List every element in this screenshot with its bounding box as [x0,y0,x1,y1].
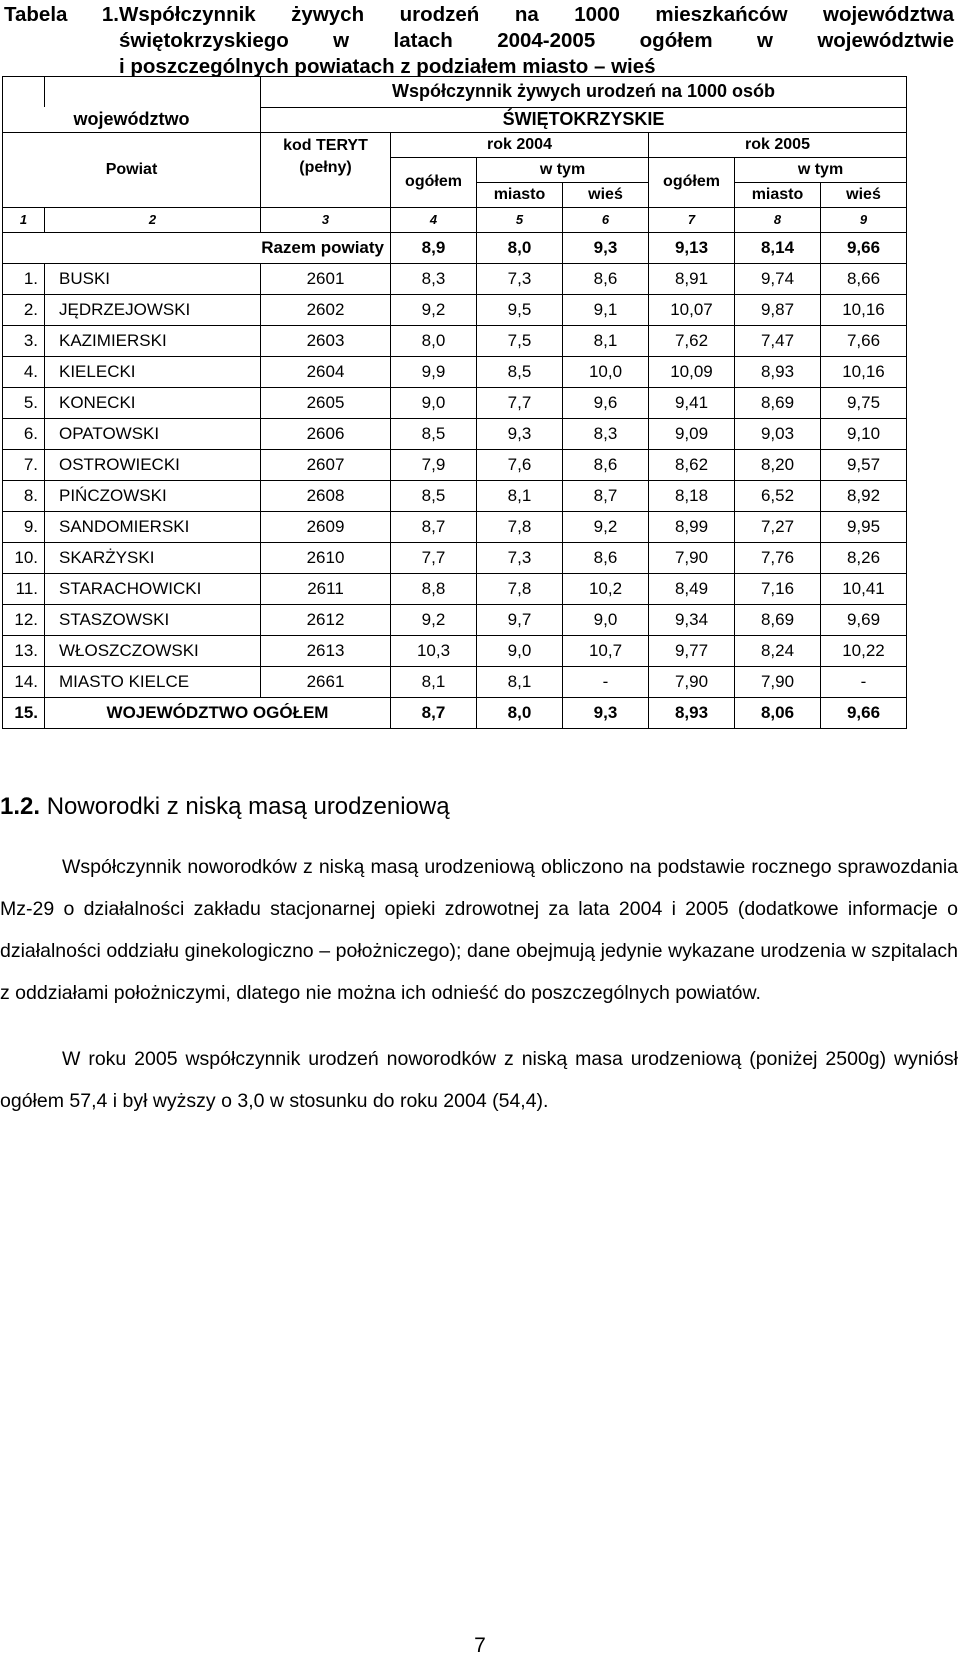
row-value: 8,91 [649,263,735,294]
row-name: STARACHOWICKI [45,573,261,604]
row-name: JĘDRZEJOWSKI [45,294,261,325]
row-value: 8,7 [563,480,649,511]
label-wtym-2004: w tym [477,157,649,182]
row-name: STASZOWSKI [45,604,261,635]
row-value: 9,57 [821,449,907,480]
row-name: OPATOWSKI [45,418,261,449]
table-row [3,573,907,604]
row-lp: 4. [3,356,45,387]
label-ogolem-2005: ogółem [649,157,735,207]
birth-rate-table [2,76,907,729]
row-value: - [821,666,907,697]
razem-value: 8,9 [391,232,477,263]
row-value: 8,8 [391,573,477,604]
row-kod: 2604 [261,356,391,387]
row-value: 8,62 [649,449,735,480]
row-value: 9,34 [649,604,735,635]
row-value: 8,93 [735,356,821,387]
row-value: 7,8 [477,511,563,542]
label-wtym-2005: w tym [735,157,907,182]
row-value: 8,1 [477,480,563,511]
razem-value: 9,66 [821,232,907,263]
row-value: 8,92 [821,480,907,511]
table-row [3,542,907,573]
row-value: 8,5 [477,356,563,387]
total-value: 9,66 [821,697,907,728]
column-number-row [3,207,907,232]
row-value: 7,90 [649,542,735,573]
wojewodztwo-name: ŚWIĘTOKRZYSKIE [261,107,907,132]
col-number: 9 [821,207,907,232]
row-value: 7,3 [477,263,563,294]
row-kod: 2611 [261,573,391,604]
table-row [3,356,907,387]
razem-row [3,232,907,263]
section-heading [0,793,450,821]
row-value: 8,24 [735,635,821,666]
row-kod: 2612 [261,604,391,635]
row-kod: 2613 [261,635,391,666]
row-value: 9,0 [477,635,563,666]
col-number: 7 [649,207,735,232]
table-row [3,294,907,325]
row-value: 8,66 [821,263,907,294]
label-rok-2005: rok 2005 [649,132,907,157]
row-value: 9,95 [821,511,907,542]
row-value: 10,3 [391,635,477,666]
row-name: KIELECKI [45,356,261,387]
caption-line-1 [4,2,954,28]
row-lp: 14. [3,666,45,697]
row-value: 9,1 [563,294,649,325]
razem-value: 9,3 [563,232,649,263]
row-value: 8,6 [563,542,649,573]
paragraph-1: Współczynnik noworodków z niską masą urodzeniową obliczono na podstawie rocznego sprawozdania Mz-29 o działalności zakładu stacjonarnej opieki zdrowotnej za lata 2004 i 2005 (dodatkowe informacje o działalności oddziału ginekologiczno – położniczego); dane obejmują jedynie wykazane urodzenia w szpitalach z oddziałami położniczymi, dlatego nie można ich odnieść do poszczególnych powiatów. [0,856,958,1004]
total-value: 8,0 [477,697,563,728]
row-kod: 2609 [261,511,391,542]
col-number: 6 [563,207,649,232]
total-name: WOJEWÓDZTWO OGÓŁEM [45,697,391,728]
row-lp: 3. [3,325,45,356]
row-value: 7,8 [477,573,563,604]
row-value: 9,2 [391,604,477,635]
col-number: 8 [735,207,821,232]
total-value: 8,93 [649,697,735,728]
row-value: 9,10 [821,418,907,449]
row-value: 8,69 [735,387,821,418]
label-kod-line1: kod TERYT [283,136,368,154]
section-title: Noworodki z niską masą urodzeniową [46,793,450,820]
row-value: 9,7 [477,604,563,635]
label-kod-line2: (pełny) [299,158,352,176]
label-kod-teryt [261,132,391,207]
row-value: 8,3 [391,263,477,294]
row-value: 9,09 [649,418,735,449]
row-value: 7,3 [477,542,563,573]
row-value: 8,49 [649,573,735,604]
total-value: 9,3 [563,697,649,728]
row-value: 10,7 [563,635,649,666]
row-value: 8,0 [391,325,477,356]
row-value: 10,16 [821,294,907,325]
row-kod: 2603 [261,325,391,356]
table-row [3,418,907,449]
row-value: 9,9 [391,356,477,387]
row-value: 9,6 [563,387,649,418]
col-number: 1 [3,207,45,232]
row-value: 9,2 [563,511,649,542]
row-value: 7,7 [477,387,563,418]
total-value: 8,06 [735,697,821,728]
row-lp: 8. [3,480,45,511]
row-value: 9,41 [649,387,735,418]
razem-value: 8,14 [735,232,821,263]
row-name: PIŃCZOWSKI [45,480,261,511]
paragraph-2: W roku 2005 współczynnik urodzeń noworodków z niską masa urodzeniową (poniżej 2500g) wyniósł ogółem 57,4 i był wyższy o 3,0 w stosunku do roku 2004 (54,4). [0,1048,958,1112]
table-row [3,325,907,356]
row-value: 8,1 [563,325,649,356]
row-lp: 7. [3,449,45,480]
row-name: BUSKI [45,263,261,294]
label-miasto-2004: miasto [477,182,563,207]
row-name: SKARŻYSKI [45,542,261,573]
label-miasto-2005: miasto [735,182,821,207]
row-lp: 2. [3,294,45,325]
row-value: 8,7 [391,511,477,542]
row-lp: 11. [3,573,45,604]
col-number: 2 [45,207,261,232]
row-lp: 6. [3,418,45,449]
label-wies-2005: wieś [821,182,907,207]
row-value: 9,2 [391,294,477,325]
label-rok-2004: rok 2004 [391,132,649,157]
row-value: 8,1 [391,666,477,697]
row-value: 7,7 [391,542,477,573]
row-kod: 2607 [261,449,391,480]
row-value: 7,62 [649,325,735,356]
row-lp: 13. [3,635,45,666]
row-value: 9,87 [735,294,821,325]
row-kod: 2605 [261,387,391,418]
row-name: SANDOMIERSKI [45,511,261,542]
table-caption [4,2,954,80]
label-wojewodztwo: województwo [3,107,261,132]
total-value: 8,7 [391,697,477,728]
row-kod: 2601 [261,263,391,294]
row-value: 8,18 [649,480,735,511]
row-name: MIASTO KIELCE [45,666,261,697]
row-value: 10,16 [821,356,907,387]
row-value: 7,76 [735,542,821,573]
total-row [3,697,907,728]
row-name: KONECKI [45,387,261,418]
row-value: 8,3 [563,418,649,449]
label-powiat: Powiat [3,132,261,207]
row-value: 7,5 [477,325,563,356]
row-value: 8,69 [735,604,821,635]
row-value: 7,16 [735,573,821,604]
col-number: 4 [391,207,477,232]
col-number: 5 [477,207,563,232]
powiat-rows [3,263,907,697]
table-header-title: Współczynnik żywych urodzeń na 1000 osób [261,77,907,108]
row-value: 7,66 [821,325,907,356]
table-row [3,263,907,294]
row-kod: 2602 [261,294,391,325]
row-value: 7,90 [735,666,821,697]
table-row [3,511,907,542]
row-value: 9,0 [391,387,477,418]
table-row [3,387,907,418]
row-value: 7,6 [477,449,563,480]
row-lp: 10. [3,542,45,573]
row-value: 8,1 [477,666,563,697]
page-number: 7 [474,1634,486,1657]
row-lp: 9. [3,511,45,542]
caption-prefix: Tabela 1. [4,3,119,26]
row-value: 7,47 [735,325,821,356]
col-number: 3 [261,207,391,232]
row-kod: 2606 [261,418,391,449]
row-value: 10,22 [821,635,907,666]
row-value: 8,6 [563,449,649,480]
row-value: 8,26 [821,542,907,573]
row-value: 7,90 [649,666,735,697]
table-row [3,480,907,511]
row-value: 9,74 [735,263,821,294]
razem-label: Razem powiaty [3,232,391,263]
row-value: 6,52 [735,480,821,511]
row-lp: 12. [3,604,45,635]
row-name: OSTROWIECKI [45,449,261,480]
row-value: - [563,666,649,697]
razem-value: 8,0 [477,232,563,263]
row-value: 10,09 [649,356,735,387]
row-value: 8,6 [563,263,649,294]
section-number: 1.2. [0,793,41,820]
row-lp: 1. [3,263,45,294]
caption-line-3: i poszczególnych powiatach z podziałem miasto – wieś [119,55,656,78]
row-value: 9,3 [477,418,563,449]
caption-text-1: Współczynnik żywych urodzeń na 1000 mieszkańców województwa [119,3,954,26]
row-lp: 5. [3,387,45,418]
caption-line-2: świętokrzyskiego w latach 2004-2005 ogółem w województwie [119,29,954,52]
row-value: 9,0 [563,604,649,635]
row-value: 8,99 [649,511,735,542]
row-value: 7,27 [735,511,821,542]
row-value: 9,03 [735,418,821,449]
row-lp: 15. [3,697,45,728]
razem-value: 9,13 [649,232,735,263]
table-row [3,604,907,635]
label-ogolem-2004: ogółem [391,157,477,207]
row-value: 9,5 [477,294,563,325]
row-value: 9,75 [821,387,907,418]
row-value: 9,69 [821,604,907,635]
row-kod: 2608 [261,480,391,511]
table-row [3,449,907,480]
row-value: 8,20 [735,449,821,480]
row-value: 8,5 [391,418,477,449]
label-wies-2004: wieś [563,182,649,207]
row-name: KAZIMIERSKI [45,325,261,356]
row-kod: 2610 [261,542,391,573]
row-value: 9,77 [649,635,735,666]
row-value: 10,41 [821,573,907,604]
row-value: 10,2 [563,573,649,604]
row-name: WŁOSZCZOWSKI [45,635,261,666]
row-value: 10,0 [563,356,649,387]
row-value: 8,5 [391,480,477,511]
table-row [3,635,907,666]
row-value: 7,9 [391,449,477,480]
row-kod: 2661 [261,666,391,697]
table-row [3,666,907,697]
row-value: 10,07 [649,294,735,325]
